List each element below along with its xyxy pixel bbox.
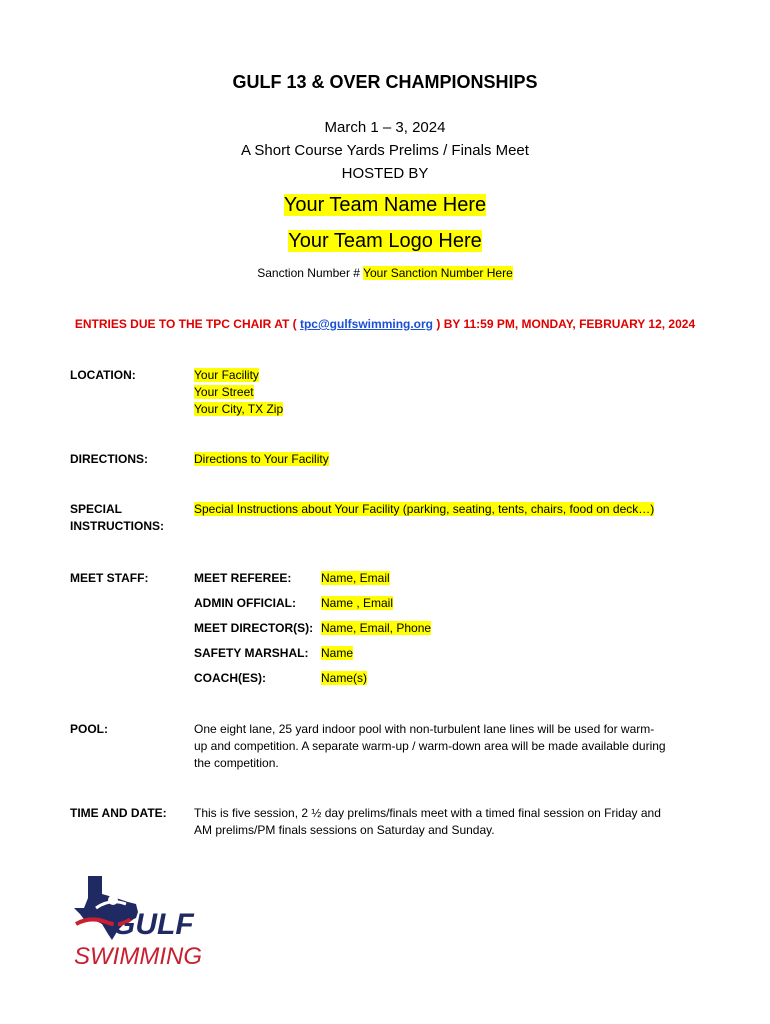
team-logo-placeholder: Your Team Logo Here: [288, 230, 482, 252]
special-label-line1: SPECIAL: [70, 502, 123, 516]
tpc-email-link[interactable]: tpc@gulfswimming.org: [299, 317, 434, 331]
staff-role-referee: MEET REFEREE:: [194, 571, 292, 585]
team-name-placeholder: Your Team Name Here: [283, 194, 487, 216]
pool-line-1: One eight lane, 25 yard indoor pool with non-turbulent lane lines will be used for warm-: [194, 722, 655, 736]
staff-value-director: [321, 620, 431, 637]
director-value: Name, Email, Phone: [321, 621, 432, 635]
admin-value: Name , Email: [321, 596, 394, 610]
staff-value-admin: [321, 595, 393, 612]
facility-name: Your Facility: [194, 368, 259, 382]
logo-word-gulf: GULF: [112, 908, 194, 941]
street-name: Your Street: [194, 385, 254, 399]
gulf-swimming-logo: [66, 868, 226, 972]
staff-label: MEET STAFF:: [70, 571, 149, 585]
hosted-by: HOSTED BY: [341, 165, 429, 182]
entries-deadline: [0, 317, 770, 331]
time-date-line-2: AM prelims/PM finals sessions on Saturday and Sunday.: [194, 823, 495, 837]
special-value: [194, 501, 654, 518]
time-date-line-1: This is five session, 2 ½ day prelims/finals meet with a timed final session on Friday and: [194, 806, 661, 820]
referee-value: Name, Email: [321, 571, 390, 585]
sanction-number: Your Sanction Number Here: [363, 266, 513, 280]
staff-value-referee: [321, 570, 390, 587]
staff-role-admin: ADMIN OFFICIAL:: [194, 596, 296, 610]
special-label-line2: INSTRUCTIONS:: [70, 519, 164, 533]
pool-label: POOL:: [70, 722, 108, 736]
team-name-block: [0, 194, 770, 217]
sanction-label: Sanction Number #: [257, 266, 360, 280]
staff-value-safety: [321, 645, 353, 662]
location-city: [194, 401, 283, 418]
special-text: Special Instructions about Your Facility (parking, seating, tents, chairs, food on deck…): [194, 502, 655, 516]
staff-role-director: MEET DIRECTOR(S):: [194, 621, 314, 635]
directions-text: Directions to Your Facility: [194, 452, 329, 466]
staff-role-coach: COACH(ES):: [194, 671, 266, 685]
pool-line-3: the competition.: [194, 756, 279, 770]
meet-title: GULF 13 & OVER CHAMPIONSHIPS: [232, 72, 538, 92]
meet-dates: March 1 – 3, 2024: [324, 119, 446, 136]
entries-prefix: ENTRIES DUE TO THE TPC CHAIR AT (: [74, 317, 297, 331]
location-facility: [194, 367, 259, 384]
staff-value-coach: [321, 670, 367, 687]
directions-value: [194, 451, 329, 468]
staff-role-safety: SAFETY MARSHAL:: [194, 646, 309, 660]
location-street: [194, 384, 254, 401]
location-label: LOCATION:: [70, 368, 136, 382]
pool-line-2: up and competition. A separate warm-up / warm-down area will be made available during: [194, 739, 666, 753]
meet-type: A Short Course Yards Prelims / Finals Meet: [241, 142, 529, 159]
sanction-line: [0, 266, 770, 280]
entries-suffix: ) BY 11:59 PM, MONDAY, FEBRUARY 12, 2024: [436, 317, 696, 331]
directions-label: DIRECTIONS:: [70, 452, 148, 466]
coach-value: Name(s): [321, 671, 368, 685]
safety-value: Name: [321, 646, 354, 660]
team-logo-block: [0, 230, 770, 253]
city-name: Your City, TX Zip: [194, 402, 284, 416]
time-date-label: TIME AND DATE:: [70, 806, 167, 820]
logo-word-swimming: SWIMMING: [74, 943, 202, 970]
